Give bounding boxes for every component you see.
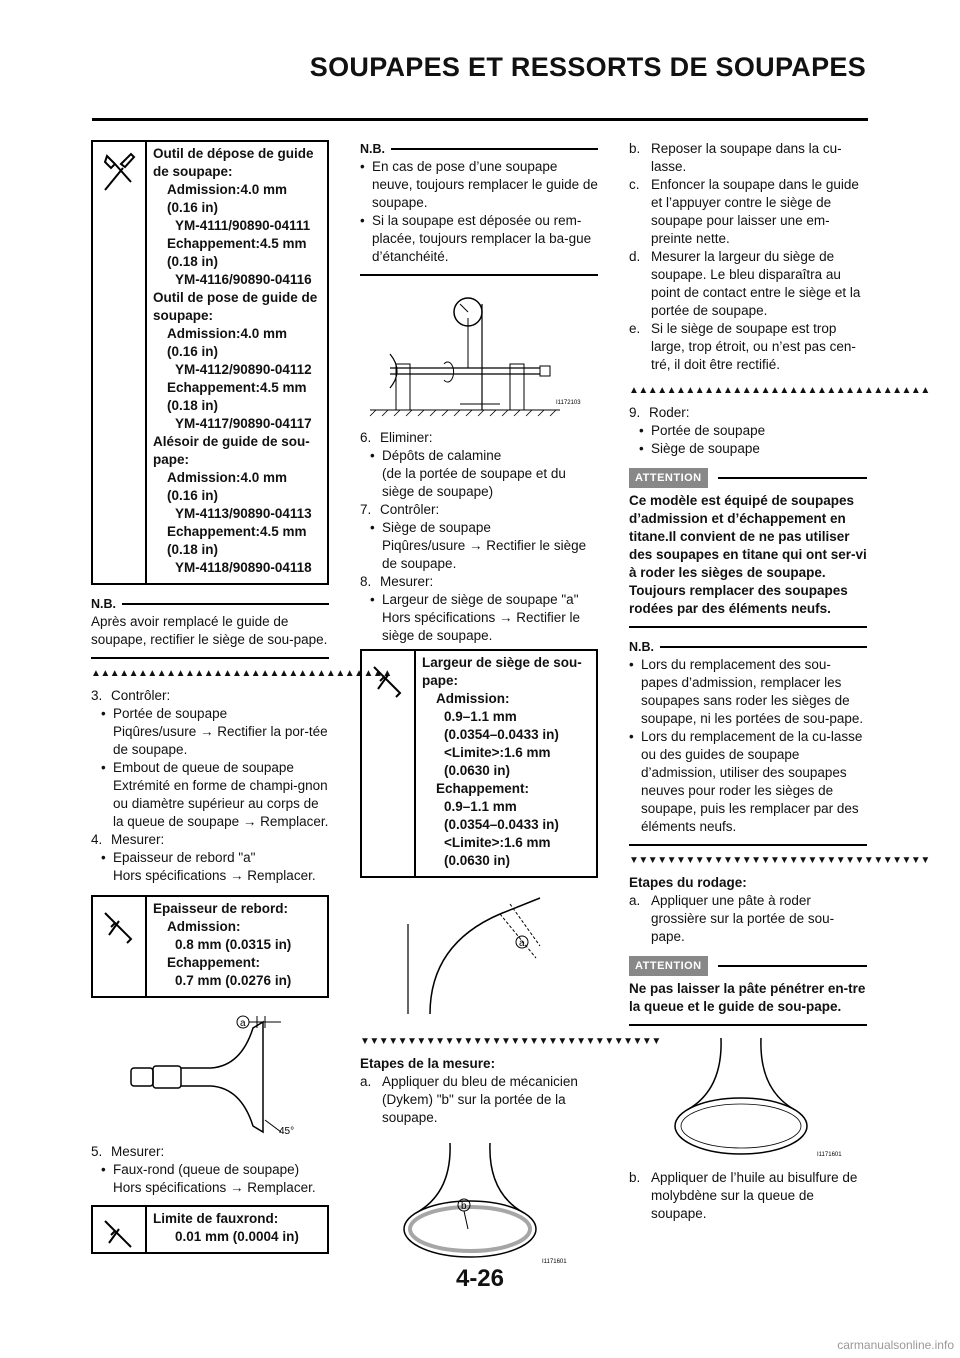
spec-line: (0.16 in) bbox=[167, 344, 219, 359]
label-a: a bbox=[519, 938, 525, 949]
tool-spec-box bbox=[91, 140, 329, 585]
page-title: SOUPAPES ET RESSORTS DE SOUPAPES bbox=[309, 52, 866, 82]
step-letter: b. bbox=[629, 1170, 641, 1185]
step-text: Mesurer: bbox=[111, 832, 165, 847]
nb-bullet: • Lors du remplacement de la cu-lasse ou des guides de soupape d’admission, utiliser des soupapes neuves pour roder les sièges de soupape, puis les remplacer par des éléments neufs. bbox=[629, 728, 867, 836]
valve-margin-figure bbox=[91, 1008, 329, 1143]
spec-line: YM-4112/90890-04112 bbox=[175, 362, 312, 377]
attention-text: Ne pas laisser la pâte pénétrer en-tre la queue et le guide de sou-pape. bbox=[629, 981, 866, 1014]
wrench-icon bbox=[93, 897, 147, 996]
attention-header bbox=[629, 956, 867, 976]
spec-line: Echappement:4.5 mm bbox=[167, 236, 307, 251]
bullet-item: • Epaisseur de rebord "a" bbox=[101, 850, 256, 865]
spec-line: YM-4117/90890-04117 bbox=[175, 416, 312, 431]
seat-width-figure bbox=[360, 884, 598, 1029]
procedure-step bbox=[629, 320, 867, 374]
procedure-title: Etapes du rodage: bbox=[629, 875, 747, 890]
nb-header bbox=[629, 638, 867, 656]
nb-bullet-text: Lors du remplacement des sou-papes d’admission, remplacer les soupapes sans roder les sièges de soupape, ni les portées de sou-pape. bbox=[641, 657, 864, 726]
step-8 bbox=[360, 573, 598, 591]
step-number: 8. bbox=[360, 574, 372, 589]
procedure-step bbox=[629, 248, 867, 320]
bullet-item: • Dépôts de calamine bbox=[370, 448, 502, 463]
spec-line: (0.18 in) bbox=[167, 398, 219, 413]
spec-line: Admission:4.0 mm bbox=[167, 470, 288, 485]
spec-line: YM-4113/90890-04113 bbox=[175, 506, 312, 521]
procedure-start-marker: ▲▲▲▲▲▲▲▲▲▲▲▲▲▲▲▲▲▲▲▲▲▲▲▲▲▲▲▲▲▲▲▲ bbox=[91, 668, 392, 679]
bullet-subtext: Piqûres/usure → Rectifier le siège de soupape. bbox=[382, 538, 587, 571]
spec-line: (0.16 in) bbox=[167, 488, 219, 503]
step-text: Roder: bbox=[649, 405, 690, 420]
bullet-text: Epaisseur de rebord "a" bbox=[113, 850, 256, 865]
spec-line: YM-4118/90890-04118 bbox=[175, 560, 312, 575]
step-letter: a. bbox=[360, 1074, 372, 1089]
watermark: carmanualsonline.info bbox=[837, 1338, 954, 1352]
column-3 bbox=[629, 140, 930, 1223]
bullet-text: Largeur de siège de soupape "a" bbox=[382, 592, 579, 607]
spec-line: Epaisseur de rebord: bbox=[153, 901, 289, 916]
bullet-item: • Largeur de siège de soupape "a" bbox=[370, 592, 579, 607]
rebord-spec-box bbox=[91, 895, 329, 998]
attention-badge: ATTENTION bbox=[629, 956, 708, 976]
nb-bullet-text: En cas de pose d’une soupape neuve, toujours remplacer le guide de soupape. bbox=[372, 159, 598, 210]
bullet-subtext: Hors spécifications → Remplacer. bbox=[113, 1180, 316, 1195]
column-1 bbox=[91, 140, 392, 1254]
spec-line: 0.8 mm (0.0315 in) bbox=[175, 937, 292, 952]
procedure-title: Etapes de la mesure: bbox=[360, 1056, 496, 1071]
procedure-step bbox=[629, 892, 867, 946]
label-b: b bbox=[461, 1201, 467, 1212]
nb-text: Après avoir remplacé le guide de soupape, rectifier le siège de sou-pape. bbox=[91, 614, 328, 647]
spec-line: Alésoir de guide de sou- bbox=[153, 434, 310, 449]
spec-line: (0.18 in) bbox=[167, 254, 219, 269]
tool-spec-text bbox=[147, 142, 321, 583]
spec-line: Largeur de siège de sou- bbox=[422, 655, 582, 670]
procedure-step bbox=[629, 1169, 867, 1223]
divider bbox=[91, 657, 329, 659]
spec-line: (0.0354–0.0433 in) bbox=[444, 727, 559, 742]
step-text: Contrôler: bbox=[111, 688, 171, 703]
spec-line: Admission: bbox=[167, 919, 241, 934]
figure-code: I1172103 bbox=[556, 400, 581, 406]
step-number: 4. bbox=[91, 832, 103, 847]
bullet-text: Dépôts de calamine bbox=[382, 448, 502, 463]
spec-line: Outil de dépose de guide bbox=[153, 146, 314, 161]
nb-label: N.B. bbox=[91, 597, 116, 611]
divider bbox=[360, 274, 598, 276]
step-6 bbox=[360, 429, 598, 447]
spec-line: Admission: bbox=[436, 691, 510, 706]
dial-gauge-figure bbox=[360, 284, 598, 429]
wrench-icon bbox=[362, 651, 416, 876]
nb-bullet-text: Lors du remplacement de la cu-lasse ou des guides de soupape d’admission, utiliser des soupapes neuves pour roder les sièges de soupape, puis les remplacer par des éléments neufs. bbox=[641, 729, 863, 834]
step-text: Mesurer: bbox=[111, 1144, 165, 1159]
step-letter: a. bbox=[629, 893, 641, 908]
rebord-spec-text bbox=[147, 897, 295, 996]
bullet-subtext: (de la portée de soupape et du siège de soupape) bbox=[382, 466, 566, 499]
spec-line: Admission:4.0 mm bbox=[167, 182, 288, 197]
figure-code: I1171601 bbox=[542, 1259, 567, 1265]
step-text: Appliquer de l’huile au bisulfure de molybdène sur la queue de soupape. bbox=[651, 1170, 858, 1221]
fauxrond-spec-text bbox=[147, 1207, 303, 1252]
title-rule bbox=[92, 118, 868, 121]
spec-line: de soupape: bbox=[153, 164, 233, 179]
bullet-item: • Embout de queue de soupape bbox=[101, 760, 294, 775]
spec-line: 0.01 mm (0.0004 in) bbox=[175, 1229, 299, 1244]
attention-header bbox=[629, 468, 867, 488]
step-text: Eliminer: bbox=[380, 430, 433, 445]
step-text: Enfoncer la soupape dans le guide et l’appuyer contre le siège de soupape pour laisser une em-preinte nette. bbox=[651, 177, 859, 246]
nb-header bbox=[91, 595, 329, 613]
spec-line: Echappement: bbox=[167, 955, 261, 970]
step-number: 6. bbox=[360, 430, 372, 445]
procedure-start-marker: ▼▼▼▼▼▼▼▼▼▼▼▼▼▼▼▼▼▼▼▼▼▼▼▼▼▼▼▼▼▼▼▼ bbox=[360, 1036, 661, 1047]
attention-badge: ATTENTION bbox=[629, 468, 708, 488]
spec-line: Echappement:4.5 mm bbox=[167, 524, 307, 539]
spec-line: Outil de pose de guide de bbox=[153, 290, 318, 305]
bullet-text: Faux-rond (queue de soupape) bbox=[113, 1162, 300, 1177]
spec-line: <Limite>:1.6 mm bbox=[444, 745, 551, 760]
bullet-text: Siège de soupape bbox=[382, 520, 491, 535]
step-letter: d. bbox=[629, 249, 641, 264]
largeur-spec-text bbox=[416, 651, 586, 876]
step-number: 5. bbox=[91, 1144, 103, 1159]
label-a: a bbox=[240, 1018, 246, 1029]
step-letter: b. bbox=[629, 141, 641, 156]
bullet-text: Portée de soupape bbox=[113, 706, 228, 721]
spec-line: <Limite>:1.6 mm bbox=[444, 835, 551, 850]
step-text: Reposer la soupape dans la cu-lasse. bbox=[651, 141, 842, 174]
wrench-screwdriver-icon bbox=[93, 142, 147, 583]
spec-line: 0.9–1.1 mm bbox=[444, 709, 517, 724]
bullet-text: Embout de queue de soupape bbox=[113, 760, 294, 775]
valve-face-figure-b bbox=[360, 1133, 598, 1278]
spec-line: pape: bbox=[153, 452, 190, 467]
step-3 bbox=[91, 687, 329, 705]
largeur-spec-box bbox=[360, 649, 598, 878]
bullet-item: • Siège de soupape bbox=[370, 520, 491, 535]
spec-line: Echappement:4.5 mm bbox=[167, 380, 307, 395]
procedure-step bbox=[360, 1073, 598, 1127]
spec-line: (0.0354–0.0433 in) bbox=[444, 817, 559, 832]
step-9 bbox=[629, 404, 867, 422]
column-2 bbox=[360, 130, 661, 1278]
attention-text: Ce modèle est équipé de soupapes d’admission et d’échappement en titane.Il convient de ne pas utiliser des soupapes en titane qui ont ser-vi à roder les sièges de soupape. Toujours remplacer des soupapes rodées par des éléments neufs. bbox=[629, 493, 867, 616]
bullet-subtext: Piqûres/usure → Rectifier la por-tée de soupape. bbox=[113, 724, 328, 757]
figure-code: I1171601 bbox=[817, 1152, 842, 1158]
spec-line: 0.7 mm (0.0276 in) bbox=[175, 973, 292, 988]
spec-line: (0.0630 in) bbox=[444, 853, 511, 868]
step-text: Si le siège de soupape est trop large, trop étroit, ou n’est pas cen-tré, il doit être rectifié. bbox=[651, 321, 856, 372]
step-5 bbox=[91, 1143, 329, 1161]
bullet-subtext: Hors spécifications → Rectifier le siège de soupape. bbox=[382, 610, 581, 643]
divider bbox=[629, 1024, 867, 1026]
spec-line: (0.0630 in) bbox=[444, 763, 511, 778]
procedure-start-marker: ▼▼▼▼▼▼▼▼▼▼▼▼▼▼▼▼▼▼▼▼▼▼▼▼▼▼▼▼▼▼▼▼ bbox=[629, 855, 930, 866]
fauxrond-spec-box bbox=[91, 1205, 329, 1254]
step-number: 9. bbox=[629, 405, 641, 420]
bullet-item: • Faux-rond (queue de soupape) bbox=[101, 1162, 300, 1177]
divider bbox=[629, 844, 867, 846]
step-text: Mesurer la largeur du siège de soupape. Le bleu disparaîtra au point de contact entre le siège et la portée de soupape. bbox=[651, 249, 861, 318]
step-text: Appliquer du bleu de mécanicien (Dykem) "b" sur la portée de la soupape. bbox=[382, 1074, 578, 1125]
nb-header bbox=[360, 140, 598, 158]
step-number: 3. bbox=[91, 688, 103, 703]
nb-bullet: • Lors du remplacement des sou-papes d’admission, remplacer les soupapes sans roder les sièges de soupape, ni les portées de sou-pape. bbox=[629, 656, 867, 728]
spec-line: YM-4111/90890-04111 bbox=[175, 218, 311, 233]
bullet-item: • Portée de soupape bbox=[101, 706, 228, 721]
spec-line: Echappement: bbox=[436, 781, 530, 796]
step-letter: c. bbox=[629, 177, 640, 192]
step-text: Appliquer une pâte à roder grossière sur la portée de sou-pape. bbox=[651, 893, 835, 944]
nb-bullet: • Si la soupape est déposée ou rem-placée, toujours remplacer la ba-gue d’étanchéité. bbox=[360, 212, 598, 266]
procedure-end-marker: ▲▲▲▲▲▲▲▲▲▲▲▲▲▲▲▲▲▲▲▲▲▲▲▲▲▲▲▲▲▲▲▲ bbox=[629, 385, 930, 396]
valve-face-figure bbox=[629, 1034, 867, 1169]
nb-label: N.B. bbox=[629, 640, 654, 654]
spec-line: Admission:4.0 mm bbox=[167, 326, 288, 341]
spec-line: (0.16 in) bbox=[167, 200, 219, 215]
bullet-subtext: Extrémité en forme de champi-gnon ou diamètre supérieur au corps de la queue de soupape → Remplacer. bbox=[113, 778, 329, 829]
step-7 bbox=[360, 501, 598, 519]
bullet-item: • Portée de soupape bbox=[639, 423, 766, 438]
step-text: Mesurer: bbox=[380, 574, 434, 589]
step-text: Contrôler: bbox=[380, 502, 440, 517]
nb-bullet-text: Si la soupape est déposée ou rem-placée, toujours remplacer la ba-gue d’étanchéité. bbox=[372, 213, 592, 264]
bullet-subtext: Hors spécifications → Remplacer. bbox=[113, 868, 316, 883]
spec-line: (0.18 in) bbox=[167, 542, 219, 557]
bullet-text: Siège de soupape bbox=[651, 441, 760, 456]
step-4 bbox=[91, 831, 329, 849]
spec-line: 0.9–1.1 mm bbox=[444, 799, 517, 814]
nb-label: N.B. bbox=[360, 142, 385, 156]
label-45: 45° bbox=[279, 1126, 295, 1137]
procedure-step bbox=[629, 140, 867, 176]
spec-line: pape: bbox=[422, 673, 459, 688]
spec-line: soupape: bbox=[153, 308, 214, 323]
nb-bullet: • En cas de pose d’une soupape neuve, toujours remplacer le guide de soupape. bbox=[360, 159, 598, 210]
spec-line: YM-4116/90890-04116 bbox=[175, 272, 312, 287]
divider bbox=[629, 626, 867, 628]
step-letter: e. bbox=[629, 321, 641, 336]
bullet-item: • Siège de soupape bbox=[639, 441, 760, 456]
procedure-step bbox=[629, 176, 867, 248]
wrench-icon bbox=[93, 1207, 147, 1252]
bullet-text: Portée de soupape bbox=[651, 423, 766, 438]
step-number: 7. bbox=[360, 502, 372, 517]
page-number: 4-26 bbox=[455, 1265, 505, 1292]
spec-line: Limite de fauxrond: bbox=[153, 1211, 279, 1226]
